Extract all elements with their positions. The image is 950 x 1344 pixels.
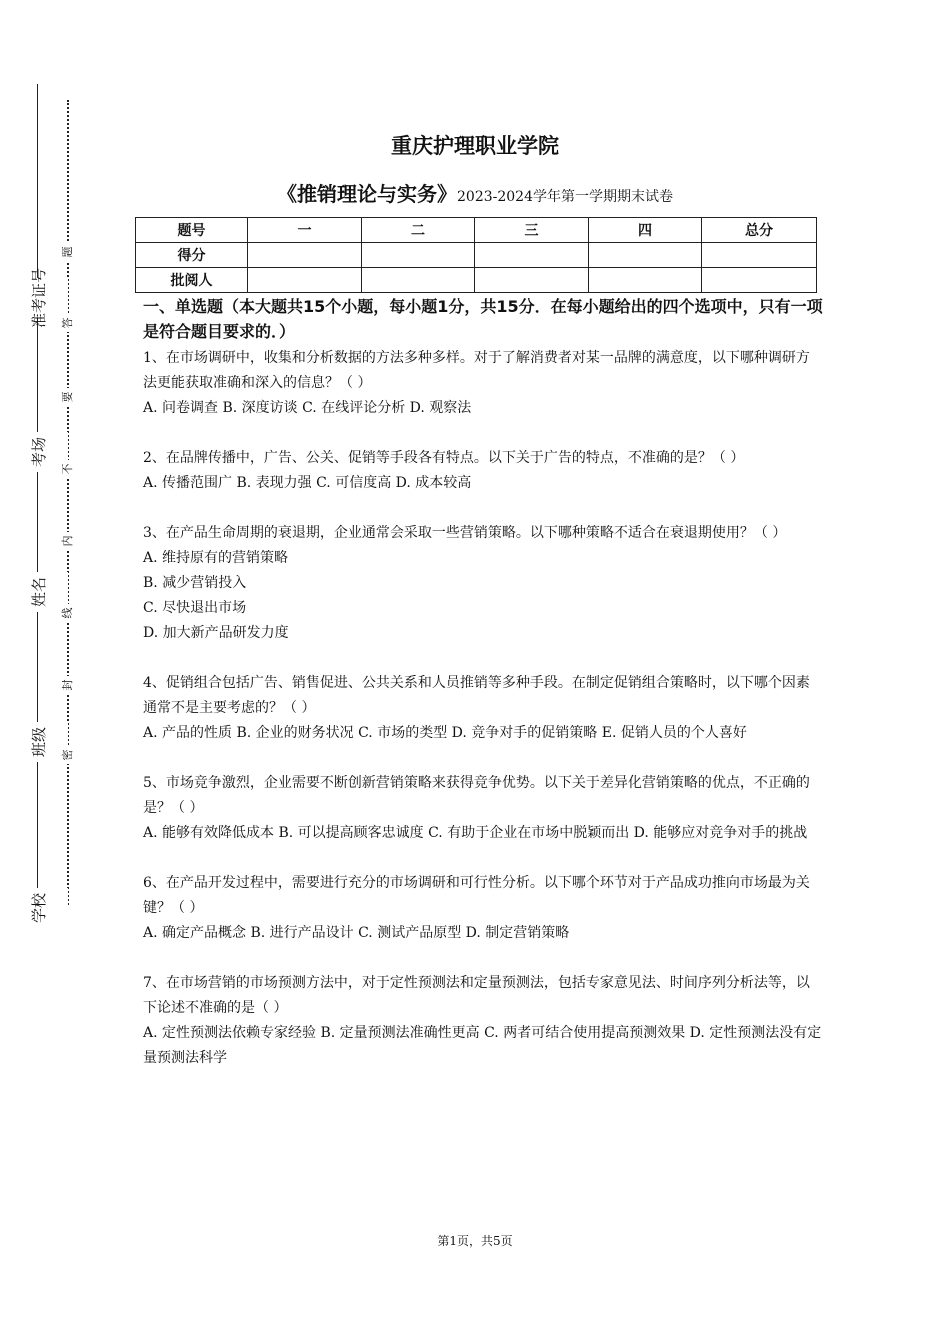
table-cell: 批阅人 xyxy=(136,268,248,293)
seal-char: 内 xyxy=(58,532,76,550)
seal-char: 要 xyxy=(58,388,76,406)
field-class: 班级 xyxy=(8,722,68,762)
question-options: A. 问卷调查 B. 深度访谈 C. 在线评论分析 D. 观察法 xyxy=(143,400,472,416)
reviewer-entry-cell[interactable] xyxy=(362,268,475,293)
table-cell: 四 xyxy=(589,218,702,243)
score-table xyxy=(135,217,817,293)
question-2 xyxy=(143,446,823,496)
score-entry-cell[interactable] xyxy=(248,243,362,268)
table-cell: 总分 xyxy=(702,218,817,243)
table-row xyxy=(136,243,817,268)
table-cell: 得分 xyxy=(136,243,248,268)
score-entry-cell[interactable] xyxy=(475,243,589,268)
question-stem: 1、在市场调研中，收集和分析数据的方法多种多样。对于了解消费者对某一品牌的满意度，以下哪种调研方法更能获取准确和深入的信息？（ ） xyxy=(143,350,810,391)
table-cell: 三 xyxy=(475,218,589,243)
table-cell: 题号 xyxy=(136,218,248,243)
school-name: 重庆护理职业学院 xyxy=(391,134,559,158)
seal-char: 封 xyxy=(58,676,76,694)
table-cell: 一 xyxy=(248,218,362,243)
question-4 xyxy=(143,671,823,746)
question-5 xyxy=(143,771,823,846)
option-a: A. 维持原有的营销策略 xyxy=(143,550,289,566)
question-options: A. 产品的性质 B. 企业的财务状况 C. 市场的类型 D. 竞争对手的促销策略 E. 促销人员的个人喜好 xyxy=(143,725,747,741)
question-stem: 4、促销组合包括广告、销售促进、公共关系和人员推销等多种手段。在制定促销组合策略时，以下哪个因素通常不是主要考虑的？（ ） xyxy=(143,675,810,716)
question-stem: 2、在品牌传播中，广告、公关、促销等手段各有特点。以下关于广告的特点，不准确的是？（ ） xyxy=(143,450,745,466)
question-stem: 7、在市场营销的市场预测方法中，对于定性预测法和定量预测法，包括专家意见法、时间序列分析法等，以下论述不准确的是（ ） xyxy=(143,975,810,1016)
question-options: A. 定性预测法依赖专家经验 B. 定量预测法准确性更高 C. 两者可结合使用提高预测效果 D. 定性预测法没有定量预测法科学 xyxy=(143,1025,822,1066)
exam-content xyxy=(143,294,823,1096)
course-title: 《推销理论与实务》 xyxy=(277,182,457,206)
seal-char: 不 xyxy=(58,460,76,478)
score-entry-cell[interactable] xyxy=(589,243,702,268)
question-stem: 3、在产品生命周期的衰退期，企业通常会采取一些营销策略。以下哪种策略不适合在衰退期使用？（ ） xyxy=(143,525,787,541)
table-row xyxy=(136,268,817,293)
question-stem: 6、在产品开发过程中，需要进行充分的市场调研和可行性分析。以下哪个环节对于产品成功推向市场最为关键？（ ） xyxy=(143,875,810,916)
field-exam-room: 考场 xyxy=(8,432,68,472)
question-7 xyxy=(143,971,823,1071)
option-d: D. 加大新产品研发力度 xyxy=(143,625,289,641)
field-admission-number: 准考证号 xyxy=(8,278,68,318)
reviewer-entry-cell[interactable] xyxy=(475,268,589,293)
score-entry-cell[interactable] xyxy=(702,243,817,268)
question-options: A. 传播范围广 B. 表现力强 C. 可信度高 D. 成本较高 xyxy=(143,475,472,491)
question-6 xyxy=(143,871,823,946)
table-row xyxy=(136,218,817,243)
reviewer-entry-cell[interactable] xyxy=(589,268,702,293)
seal-dotted-line xyxy=(67,100,69,905)
question-1 xyxy=(143,346,823,421)
term-info: 2023-2024学年第一学期期末试卷 xyxy=(457,189,673,205)
seal-char: 答 xyxy=(58,314,76,332)
option-c: C. 尽快退出市场 xyxy=(143,600,247,616)
reviewer-entry-cell[interactable] xyxy=(702,268,817,293)
score-entry-cell[interactable] xyxy=(362,243,475,268)
question-3 xyxy=(143,521,823,646)
field-school: 学校 xyxy=(8,888,68,928)
table-cell: 二 xyxy=(362,218,475,243)
binding-line xyxy=(37,84,38,914)
section-heading: 一、单选题（本大题共15个小题，每小题1分，共15分．在每小题给出的四个选项中，只有一项是符合题目要求的．） xyxy=(143,297,823,341)
question-options: A. 能够有效降低成本 B. 可以提高顾客忠诚度 C. 有助于企业在市场中脱颖而出 D. 能够应对竞争对手的挑战 xyxy=(143,825,808,841)
seal-char: 密 xyxy=(58,746,76,764)
reviewer-entry-cell[interactable] xyxy=(248,268,362,293)
field-name: 姓名 xyxy=(8,572,68,612)
question-options: A. 确定产品概念 B. 进行产品设计 C. 测试产品原型 D. 制定营销策略 xyxy=(143,925,570,941)
page-number: 第1页，共5页 xyxy=(437,1234,513,1248)
seal-char: 题 xyxy=(58,243,76,261)
exam-title xyxy=(0,178,950,207)
question-stem: 5、市场竞争激烈，企业需要不断创新营销策略来获得竞争优势。以下关于差异化营销策略的优点，不正确的是？（ ） xyxy=(143,775,810,816)
seal-char: 线 xyxy=(58,604,76,622)
option-b: B. 减少营销投入 xyxy=(143,575,247,591)
